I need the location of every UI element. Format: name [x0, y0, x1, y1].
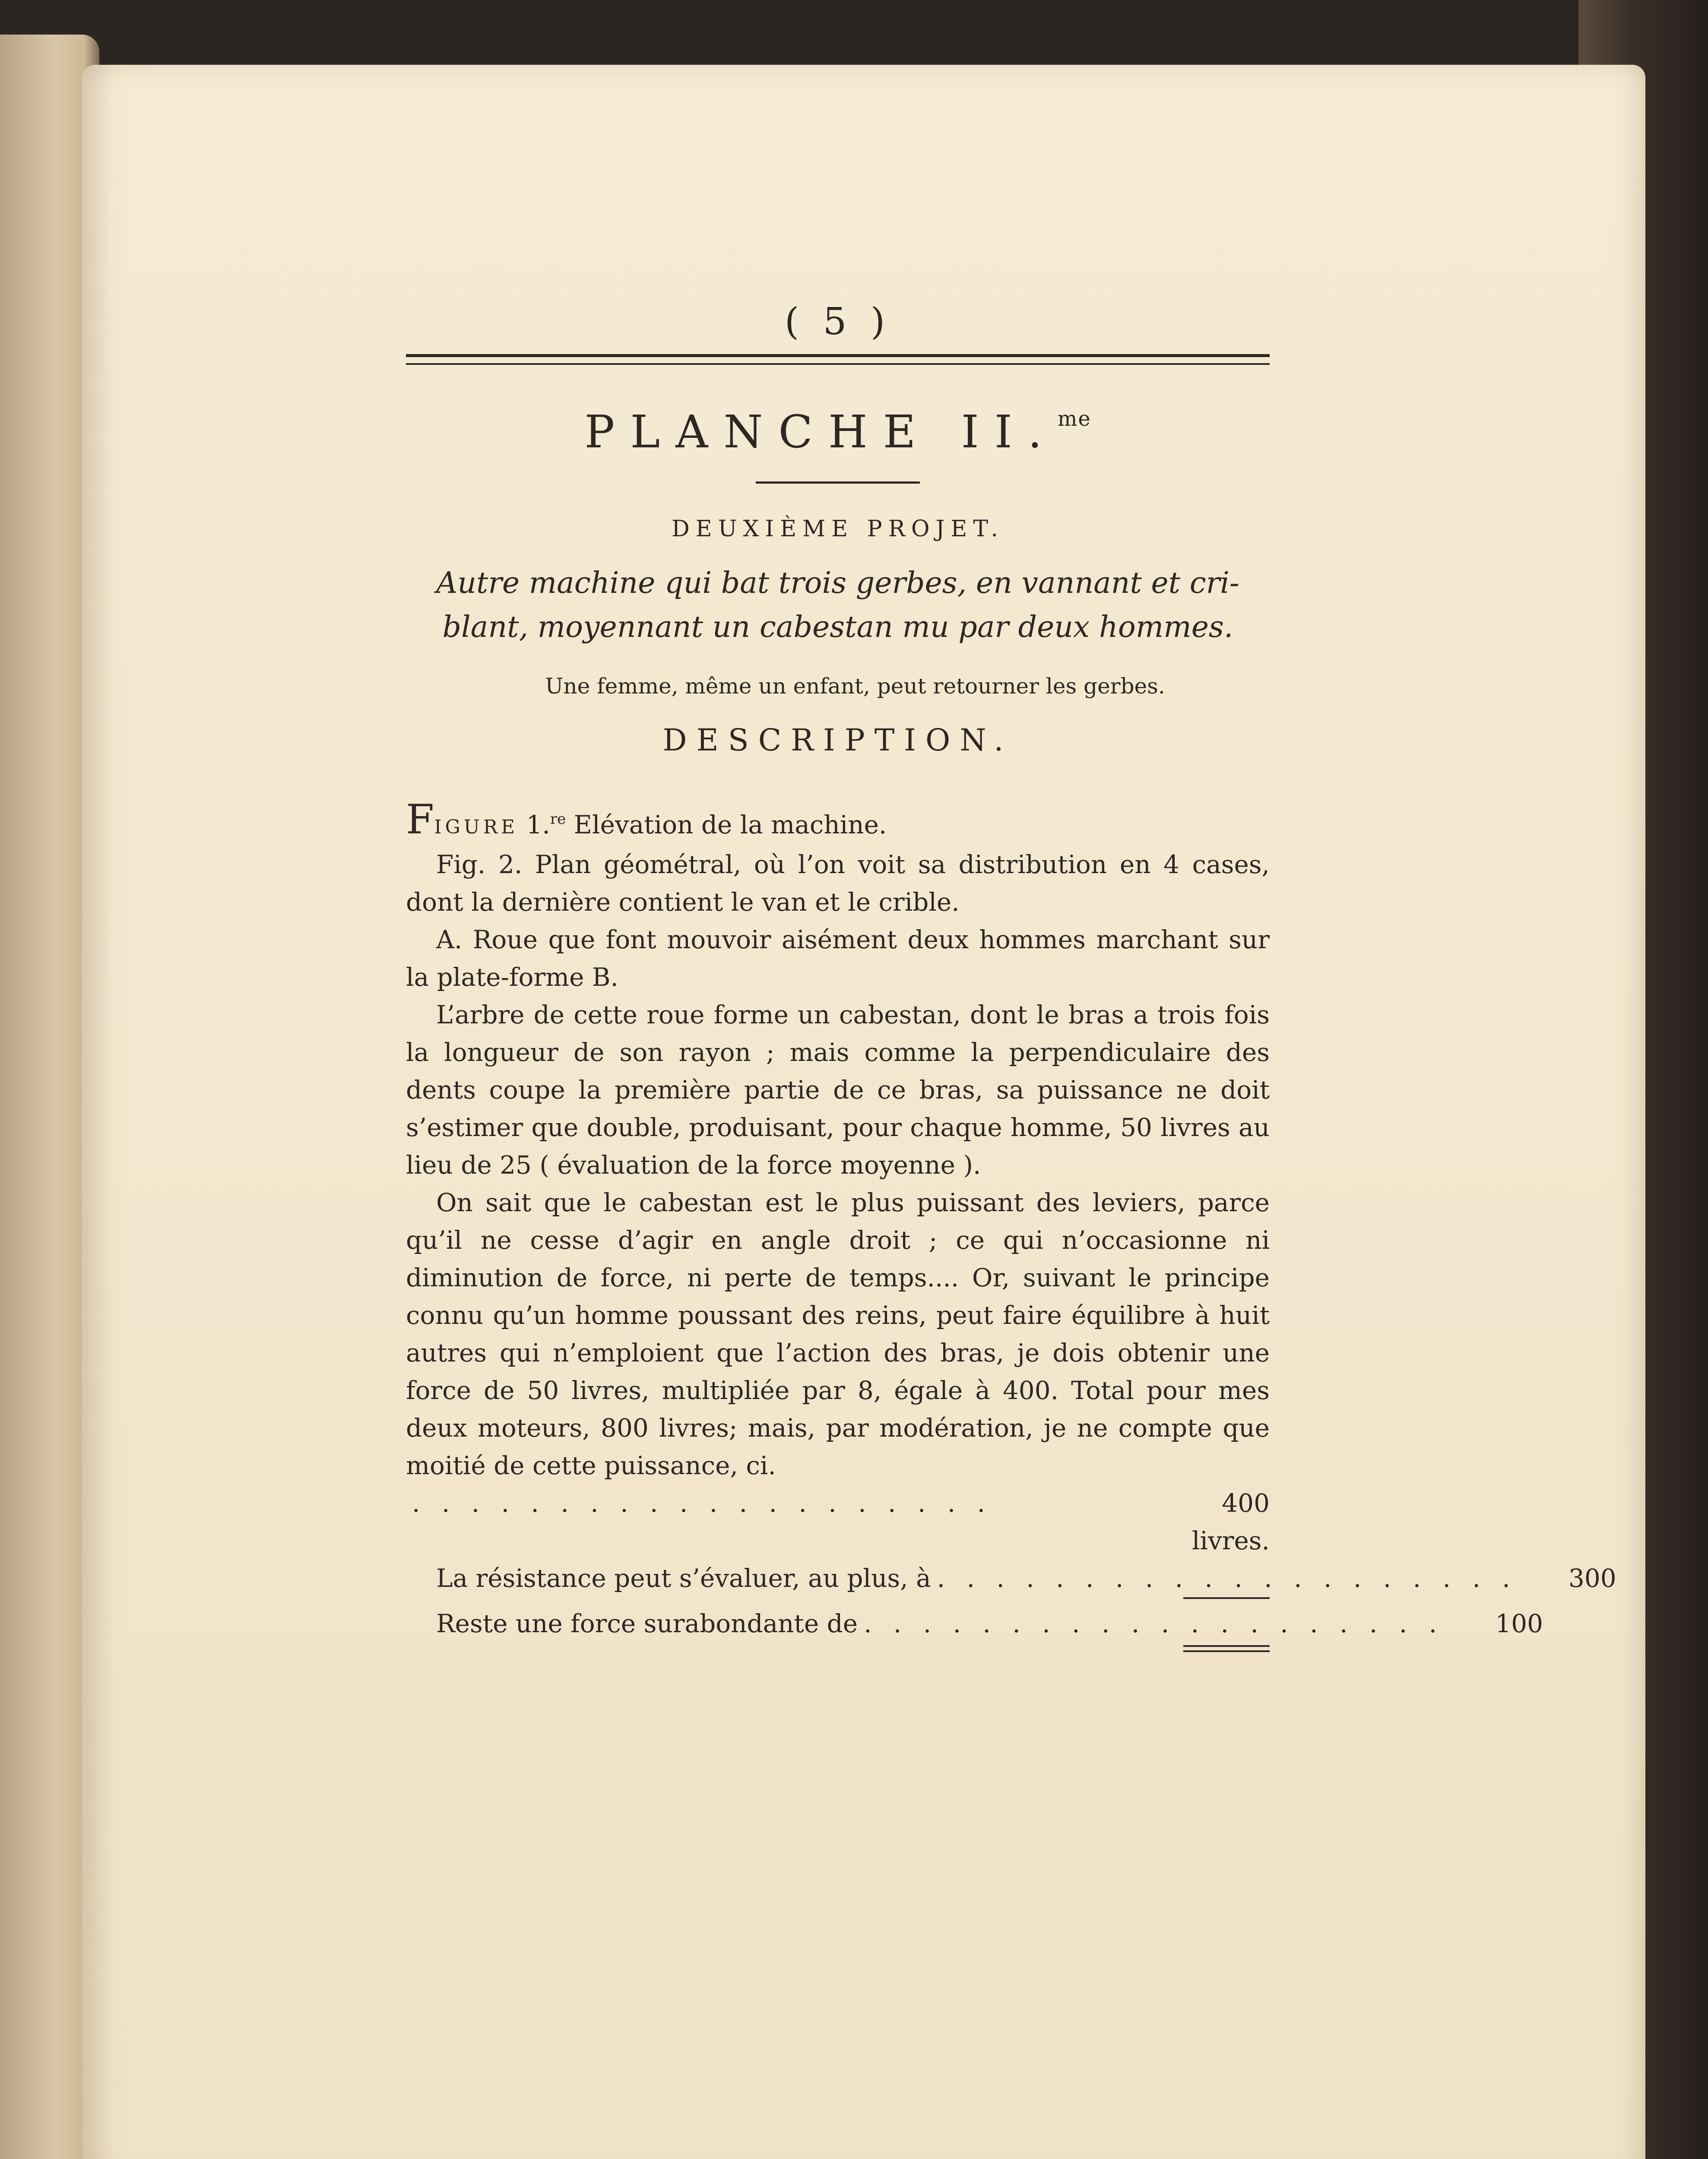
- calc-value-surplus-text: 100: [1495, 1609, 1543, 1638]
- section-title: DESCRIPTION.: [662, 722, 1013, 758]
- calc-sum-rule: [1183, 1597, 1270, 1599]
- figure-number-sup: re: [550, 810, 566, 828]
- title-rule: [756, 481, 920, 484]
- calc-row-resistance: [406, 1560, 1616, 1597]
- subtitle: [406, 561, 1270, 649]
- figure-number: 1.: [518, 810, 550, 839]
- page-number: ( 5 ): [784, 300, 891, 343]
- book-page: [82, 65, 1645, 2159]
- calc-value-total: 400 livres.: [1191, 1488, 1270, 1555]
- figure-text: Elévation de la machine.: [566, 810, 887, 839]
- calc-dots: . . . . . . . . . . . . . . . . . . . .: [864, 1609, 1444, 1638]
- page-content: [406, 298, 1616, 1652]
- calc-row-surplus: [406, 1605, 1543, 1643]
- plate-title: [406, 391, 1270, 460]
- paragraph-fig-2: Fig. 2. Plan géométral, où l’on voit sa distribution en 4 cases, dont la dernière contient le van et le crible.: [406, 850, 1270, 917]
- calc-value-surplus: [1444, 1605, 1543, 1643]
- figure-smallcaps: IGURE: [434, 816, 519, 838]
- paragraph-cabestan: On sait que le cabestan est le plus puissant des leviers, parce qu’il ne cesse d’agir en angle droit ; ce qui n’occasionne ni diminution de force, ni perte de temps.... Or, suivant le principe connu qu’un homme poussant des reins, peut faire équilibre à huit autres qui n’emploient que l’action des bras, je dois obtenir une force de 50 livres, multipliée par 8, égale à 400. Total pour mes deux moteurs, 800 livres; mais, par modération, je ne compte que moitié de cette puissance, ci.: [406, 1188, 1270, 1480]
- plate-title-text: PLANCHE II.: [584, 405, 1058, 458]
- paragraph-arbre: L’arbre de cette roue forme un cabestan, dont le bras a trois fois la longueur de son rayon ; mais comme la perpendiculaire des dents coupe la première partie de ce bras, sa puissance ne doit s’estimer que double, produisant, pour chaque homme, 50 livres au lieu de 25 ( évaluation de la force moyenne ).: [406, 1000, 1270, 1180]
- calc-row-total: [406, 1485, 1270, 1560]
- subtitle-line-2: blant, moyennant un cabestan mu par deux hommes.: [442, 610, 1233, 644]
- subtitle-line-1: Autre machine qui bat trois gerbes, en vannant et cri-: [436, 566, 1239, 600]
- calc-value-resistance: [1517, 1560, 1616, 1597]
- figure-lead-letter: F: [406, 796, 434, 843]
- calc-label-surplus: Reste une force surabondante de: [436, 1609, 858, 1638]
- body-text: [406, 796, 1616, 1652]
- calc-dots: . . . . . . . . . . . . . . . . . . . .: [412, 1488, 992, 1518]
- paragraph-roue: A. Roue que font mouvoir aisément deux hommes marchant sur la plate-forme B.: [406, 925, 1270, 992]
- calc-value-resistance-text: 300: [1568, 1564, 1616, 1593]
- project-heading: DEUXIÈME PROJET.: [672, 516, 1004, 542]
- plate-title-suffix: me: [1057, 407, 1091, 431]
- note: Une femme, même un enfant, peut retourner les gerbes.: [545, 674, 1165, 699]
- header-rule: [406, 354, 1270, 365]
- calc-dots: . . . . . . . . . . . . . . . . . . . .: [937, 1564, 1517, 1593]
- figure-1-line: [406, 796, 1270, 846]
- calc-total-rule: [1183, 1645, 1270, 1652]
- calc-label-resistance: La résistance peut s’évaluer, au plus, à: [436, 1564, 931, 1593]
